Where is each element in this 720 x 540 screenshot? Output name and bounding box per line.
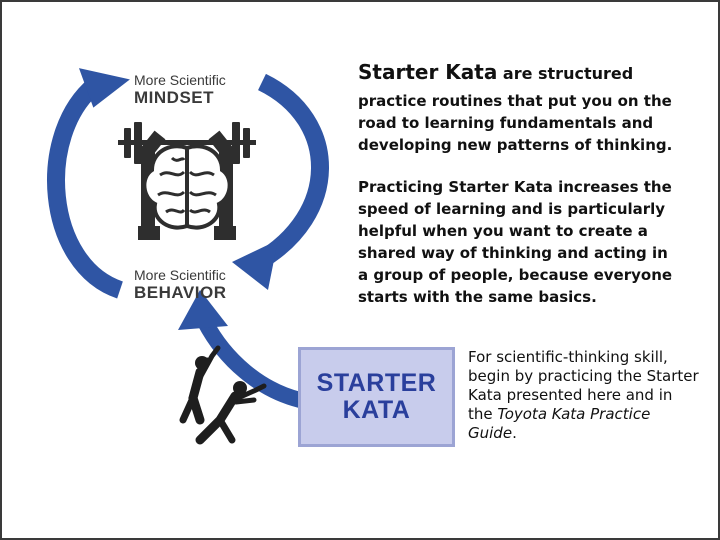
cycle-arrow-left [56,53,135,290]
guide-note-text: For scientific-thinking skill, begin by practicing the Starter Kata presented here and in the [468,348,699,423]
guide-note-italic1: Toyota [497,405,548,423]
kata-box-line1: STARTER [316,369,437,397]
starter-kata-box [298,347,455,447]
guide-note-italic2: Kata Practice Guide [468,405,651,442]
mindset-label [134,72,226,107]
mindset-label-small: More Scientific [134,72,226,88]
brain-icon [144,146,229,227]
intro-paragraph [358,62,678,156]
intro-body: practice routines that put you on the road to learning fundamentals and developing new patterns of thinking. [358,92,673,154]
intro-rest: are structured [497,64,634,83]
kata-box-line2: KATA [342,396,411,424]
intro-lead: Starter Kata [358,60,498,84]
cycle-arrow-right [232,82,320,290]
guide-note [468,348,700,443]
behavior-label-big: BEHAVIOR [134,283,227,302]
behavior-label [134,267,226,302]
guide-note-end: . [512,424,517,442]
behavior-label-small: More Scientific [134,267,226,283]
benefits-paragraph: Practicing Starter Kata increases the speed of learning and is particularly helpful when you want to create a shared way of thinking and acting in a group of people, because everyone starts with the same basics. [358,178,673,306]
mindset-label-big: MINDSET [134,88,214,107]
